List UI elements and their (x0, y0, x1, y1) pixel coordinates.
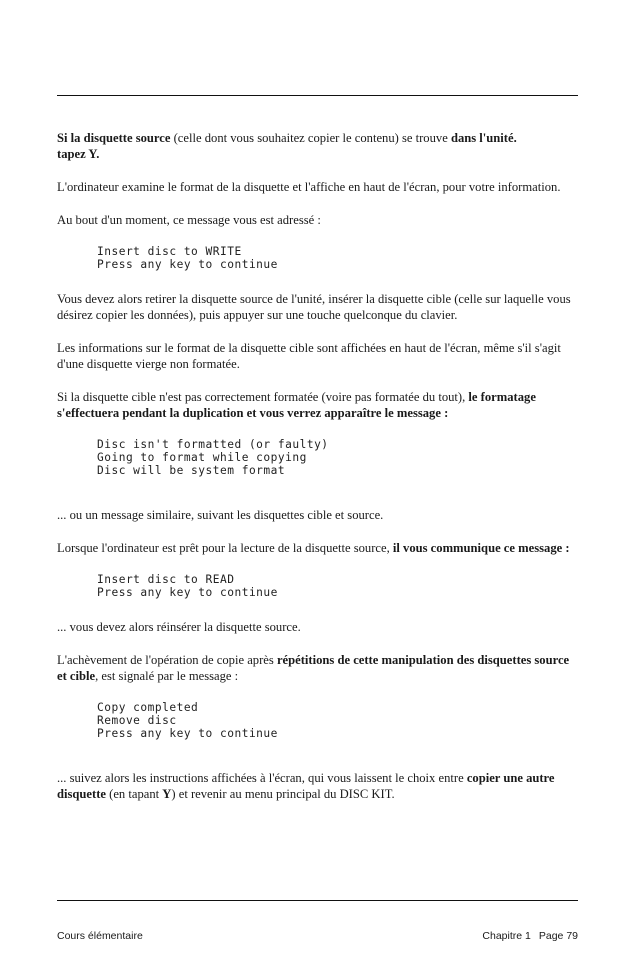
footer-chapter: Chapitre 1 (482, 930, 531, 942)
paragraph-format-info: L'ordinateur examine le format de la disquette et l'affiche en haut de l'écran, pour votre information. (57, 180, 561, 194)
paragraph-source-drive: Si la disquette source (celle dont vous souhaitez copier le contenu) se trouve dans l'unité. tapez Y. (57, 131, 517, 161)
paragraph-unformatted: Si la disquette cible n'est pas correctement formatée (voire pas formatée du tout), le formatage s'effectuera pendant la duplication et vous verrez apparaître le message : (57, 390, 536, 420)
paragraph-follow-instructions: ... suivez alors les instructions affichées à l'écran, qui vous laissent le choix entre copier une autre disquette (en tapant Y) et revenir au menu principal du DISC KIT. (57, 771, 555, 801)
footer-rule (57, 900, 578, 901)
paragraph-swap-disc: Vous devez alors retirer la disquette source de l'unité, insérer la disquette cible (celle sur laquelle vous désirez copier les données), puis appuyer sur une touche quelconque du clavier. (57, 292, 571, 322)
paragraph-similar-message: ... ou un message similaire, suivant les disquettes cible et source. (57, 508, 384, 522)
header-rule (57, 95, 578, 96)
paragraph-ready-read: Lorsque l'ordinateur est prêt pour la lecture de la disquette source, il vous communique ce message : (57, 541, 570, 555)
code-insert-read: Insert disc to READ Press any key to continue (97, 573, 278, 599)
code-format-warning: Disc isn't formatted (or faulty) Going to format while copying Disc will be system format (97, 438, 329, 477)
paragraph-reinsert: ... vous devez alors réinsérer la disquette source. (57, 620, 301, 634)
code-insert-write: Insert disc to WRITE Press any key to continue (97, 245, 278, 271)
code-copy-completed: Copy completed Remove disc Press any key to continue (97, 701, 278, 740)
paragraph-target-format: Les informations sur le format de la disquette cible sont affichées en haut de l'écran, même s'il s'agit d'une disquette vierge non formatée. (57, 341, 561, 371)
paragraph-message-intro: Au bout d'un moment, ce message vous est adressé : (57, 213, 321, 227)
footer-course-title: Cours élémentaire (57, 930, 143, 942)
footer-page-info (474, 930, 578, 942)
paragraph-completion: L'achèvement de l'opération de copie après répétitions de cette manipulation des disquettes source et cible, est signalé par le message : (57, 653, 570, 683)
footer-page-number: Page 79 (538, 930, 578, 942)
page-body (57, 130, 578, 819)
